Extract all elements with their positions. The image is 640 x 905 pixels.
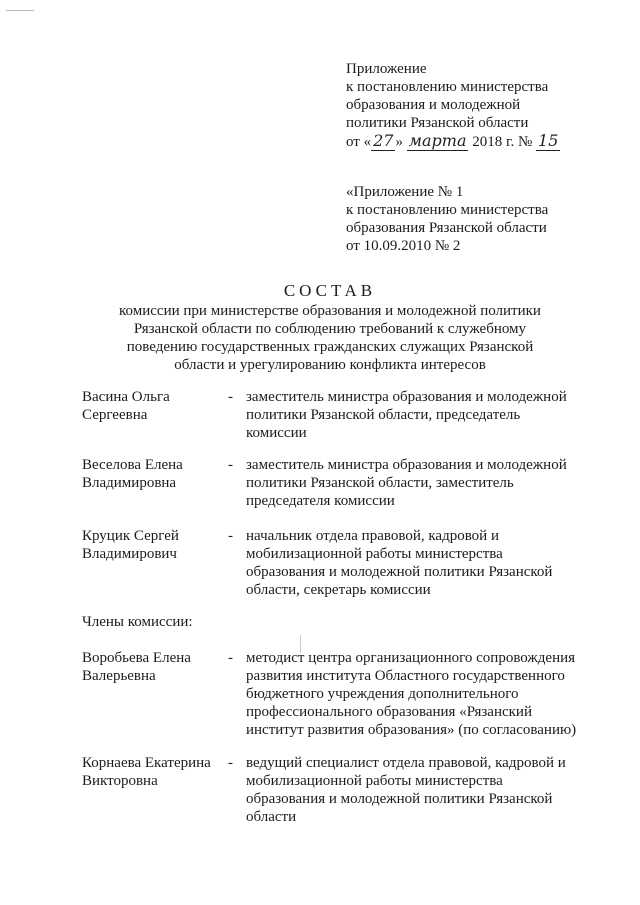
member-name-line: Сергеевна xyxy=(82,407,148,423)
members-label: Члены комиссии: xyxy=(82,614,193,630)
member-position-line: ведущий специалист отдела правовой, кадровой и xyxy=(246,755,566,771)
row-dash: - xyxy=(228,389,233,405)
member-position-line: образования и молодежной политики Рязанской xyxy=(246,564,553,580)
prior-appendix-line: «Приложение № 1 xyxy=(346,184,464,200)
appendix-line: образования и молодежной xyxy=(346,97,521,113)
member-name xyxy=(82,388,232,424)
date-prefix: от « xyxy=(346,134,372,150)
document-heading xyxy=(100,282,560,374)
member-position-line: заместитель министра образования и молодежной xyxy=(246,389,567,405)
prior-appendix-header xyxy=(346,183,548,255)
member-position-line: методист центра организационного сопровождения xyxy=(246,650,576,666)
member-position-line: заместитель министра образования и молодежной xyxy=(246,457,567,473)
member-position-line: председателя комиссии xyxy=(246,493,395,509)
member-position-line: комиссии xyxy=(246,425,307,441)
member-position xyxy=(246,527,586,599)
prior-appendix-line: к постановлению министерства xyxy=(346,202,549,218)
member-position-line: области, секретарь комиссии xyxy=(246,582,431,598)
handwritten-number: 15 xyxy=(538,131,559,150)
prior-appendix-line: от 10.09.2010 № 2 xyxy=(346,238,461,254)
member-name-line: Корнаева Екатерина xyxy=(82,755,211,771)
row-dash: - xyxy=(228,755,233,771)
member-position-line: профессионального образования «Рязанский xyxy=(246,704,532,720)
heading-subtitle-line: поведению государственных гражданских служащих Рязанской xyxy=(126,339,534,355)
appendix-line: Приложение xyxy=(346,61,427,77)
scan-artifact-mark xyxy=(6,10,34,11)
member-name xyxy=(82,649,232,685)
member-position-line: области xyxy=(246,809,297,825)
member-position-line: мобилизационной работы министерства xyxy=(246,546,503,562)
prior-appendix-line: образования Рязанской области xyxy=(346,220,547,236)
member-position-line: политики Рязанской области, заместитель xyxy=(246,475,514,491)
member-name-line: Валерьевна xyxy=(82,668,156,684)
member-position-line: развития института Областного государственного xyxy=(246,668,565,684)
appendix-line: к постановлению министерства xyxy=(346,79,549,95)
member-name-line: Владимирович xyxy=(82,546,177,562)
heading-subtitle-line: области и урегулированию конфликта интересов xyxy=(174,357,486,373)
appendix-header xyxy=(346,60,560,151)
member-name-line: Воробьева Елена xyxy=(82,650,191,666)
member-position xyxy=(246,754,586,826)
date-suffix: 2018 г. № xyxy=(468,134,537,150)
handwritten-month: марта xyxy=(408,131,467,150)
member-name xyxy=(82,754,232,790)
member-position xyxy=(246,388,586,442)
appendix-date-line xyxy=(346,132,560,151)
row-dash: - xyxy=(228,528,233,544)
member-position-line: институт развития образования» (по согласованию) xyxy=(246,722,577,738)
row-dash: - xyxy=(228,457,233,473)
member-position xyxy=(246,456,586,510)
member-name-line: Владимировна xyxy=(82,475,177,491)
member-name-line: Васина Ольга xyxy=(82,389,170,405)
date-mid: » xyxy=(395,134,407,150)
handwritten-day: 27 xyxy=(373,131,394,150)
member-position-line: мобилизационной работы министерства xyxy=(246,773,503,789)
heading-subtitle-line: Рязанской области по соблюдению требований к служебному xyxy=(133,321,527,337)
member-name-line: Круцик Сергей xyxy=(82,528,179,544)
member-position-line: бюджетного учреждения дополнительного xyxy=(246,686,519,702)
document-title: СОСТАВ xyxy=(283,281,377,300)
member-name-line: Викторовна xyxy=(82,773,158,789)
member-name xyxy=(82,456,232,492)
member-position-line: политики Рязанской области, председатель xyxy=(246,407,521,423)
member-position-line: образования и молодежной политики Рязанской xyxy=(246,791,553,807)
member-position xyxy=(246,649,586,739)
member-name-line: Веселова Елена xyxy=(82,457,183,473)
heading-subtitle-line: комиссии при министерстве образования и молодежной политики xyxy=(119,303,541,319)
member-position-line: начальник отдела правовой, кадровой и xyxy=(246,528,499,544)
appendix-line: политики Рязанской области xyxy=(346,115,529,131)
row-dash: - xyxy=(228,650,233,666)
member-name xyxy=(82,527,232,563)
